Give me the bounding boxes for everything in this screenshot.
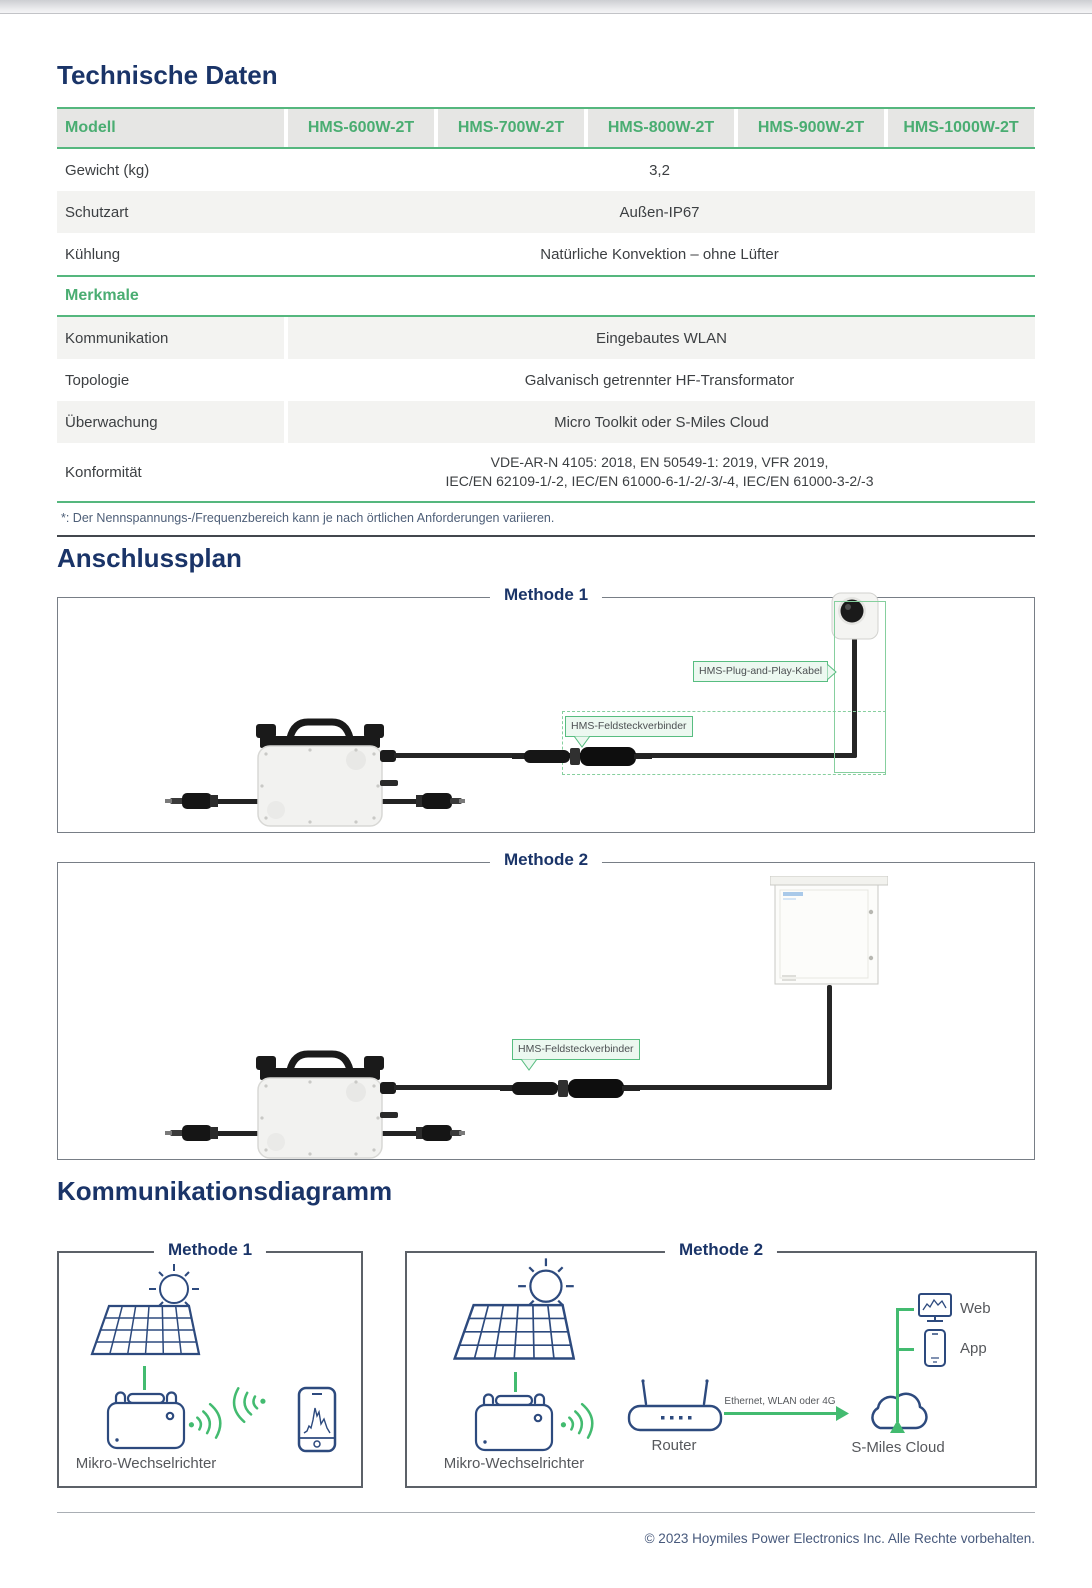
ethernet-arrow-label: Ethernet, WLAN oder 4G xyxy=(724,1396,836,1407)
arrow-up-icon xyxy=(890,1420,905,1433)
wifi-signal-icon xyxy=(226,1380,268,1426)
section-label: Merkmale xyxy=(65,287,139,304)
row-label: Schutzart xyxy=(65,203,129,221)
callout-pointer-right-icon xyxy=(827,664,837,680)
komm-methode2-title: Methode 2 xyxy=(665,1240,777,1260)
web-monitor-icon xyxy=(917,1292,955,1324)
row-label: Gewicht (kg) xyxy=(65,161,150,179)
cloud-uplink-line xyxy=(896,1308,899,1422)
microinverter-product-image xyxy=(160,698,470,833)
spec-header-model-5: HMS-1000W-2T xyxy=(888,109,1034,147)
row-value: Micro Toolkit oder S-Miles Cloud xyxy=(288,401,1035,443)
row-label: Kühlung xyxy=(65,245,121,263)
spec-header-model-2: HMS-700W-2T xyxy=(438,109,584,147)
web-label: Web xyxy=(960,1300,991,1317)
ac-distribution-box-image xyxy=(770,876,888,990)
solar-panel-icon xyxy=(448,1256,586,1372)
table-row xyxy=(57,191,1035,233)
cloud-label: S-Miles Cloud xyxy=(851,1439,945,1456)
web-branch-line xyxy=(896,1308,914,1311)
viewer-top-edge xyxy=(0,0,1092,14)
connector-callout-label xyxy=(565,716,693,737)
smartphone-app-icon xyxy=(296,1386,338,1454)
spec-header-model-4: HMS-900W-2T xyxy=(738,109,884,147)
callout-pointer-down-icon xyxy=(574,736,590,748)
cable-callout-text: HMS-Plug-and-Play-Kabel xyxy=(699,665,823,677)
dc-link-line xyxy=(514,1372,517,1392)
wifi-signal-icon xyxy=(186,1398,228,1444)
app-label: App xyxy=(960,1340,987,1357)
table-row xyxy=(57,359,1035,401)
app-phone-icon xyxy=(923,1328,947,1368)
microinverter-icon xyxy=(474,1390,554,1452)
callout-pointer-down-icon xyxy=(521,1059,537,1071)
app-branch-line xyxy=(896,1348,914,1351)
row-value: Natürliche Konvektion – ohne Lüfter xyxy=(540,245,779,263)
table-row xyxy=(57,443,1035,501)
wiring-methode2-title: Methode 2 xyxy=(490,850,602,870)
connector-callout-text: HMS-Feldsteckverbinder xyxy=(571,720,687,732)
row-value: Galvanisch getrennter HF-Transformator xyxy=(524,371,795,389)
wifi-signal-icon xyxy=(558,1398,600,1444)
inverter-label: Mikro-Wechselrichter xyxy=(75,1455,217,1472)
field-connector-image xyxy=(500,1076,640,1100)
section-spacer xyxy=(284,277,1035,315)
dc-link-line xyxy=(143,1366,146,1390)
table-row xyxy=(57,401,1035,443)
row-label: Konformität xyxy=(65,463,142,481)
cable-callout-label xyxy=(693,661,828,682)
arrow-right-icon xyxy=(836,1406,849,1421)
section-title-kommunikationsdiagramm: Kommunikationsdiagramm xyxy=(57,1176,393,1206)
connector-callout-label xyxy=(512,1039,640,1060)
table-section-row xyxy=(57,275,1035,317)
ac-cable-vertical xyxy=(827,985,832,1088)
section-title-technische-daten: Technische Daten xyxy=(57,60,278,90)
spec-header-model-1: HMS-600W-2T xyxy=(288,109,434,147)
spec-header-modell: Modell xyxy=(57,109,284,147)
router-label: Router xyxy=(651,1437,697,1454)
connector-callout-text: HMS-Feldsteckverbinder xyxy=(518,1043,634,1055)
row-value: Eingebautes WLAN xyxy=(288,317,1035,359)
spec-table-header-row xyxy=(57,107,1035,149)
table-row xyxy=(57,317,1035,359)
row-value: 3,2 xyxy=(649,161,670,179)
row-label: Topologie xyxy=(65,371,130,389)
microinverter-product-image xyxy=(160,1030,470,1165)
microinverter-icon xyxy=(106,1388,186,1450)
row-label: Überwachung xyxy=(57,401,284,443)
inverter-label: Mikro-Wechselrichter xyxy=(443,1455,585,1472)
copyright-text: © 2023 Hoymiles Power Electronics Inc. Alle Rechte vorbehalten. xyxy=(644,1531,1035,1546)
table-row xyxy=(57,233,1035,275)
row-value: Außen-IP67 xyxy=(619,203,700,221)
solar-panel-icon xyxy=(86,1262,210,1366)
wiring-methode1-title: Methode 1 xyxy=(490,585,602,605)
spec-table xyxy=(57,107,1035,537)
row-label: Kommunikation xyxy=(57,317,284,359)
router-icon xyxy=(626,1376,724,1434)
spec-header-model-3: HMS-800W-2T xyxy=(588,109,734,147)
konformitaet-line1: VDE-AR-N 4105: 2018, EN 50549-1: 2019, VFR 2019, xyxy=(490,454,829,470)
section-title-anschlussplan: Anschlussplan xyxy=(57,543,242,573)
table-row xyxy=(57,149,1035,191)
komm-methode1-title: Methode 1 xyxy=(154,1240,266,1260)
footer-divider xyxy=(57,1512,1035,1513)
table-footnote: *: Der Nennspannungs-/Frequenzbereich kann je nach örtlichen Anforderungen variieren. xyxy=(57,503,1035,537)
konformitaet-line2: IEC/EN 62109-1/-2, IEC/EN 61000-6-1/-2/-3/-4, IEC/EN 61000-3-2/-3 xyxy=(445,473,874,489)
ethernet-arrow-line xyxy=(724,1412,838,1415)
row-value-multiline xyxy=(284,453,1035,491)
